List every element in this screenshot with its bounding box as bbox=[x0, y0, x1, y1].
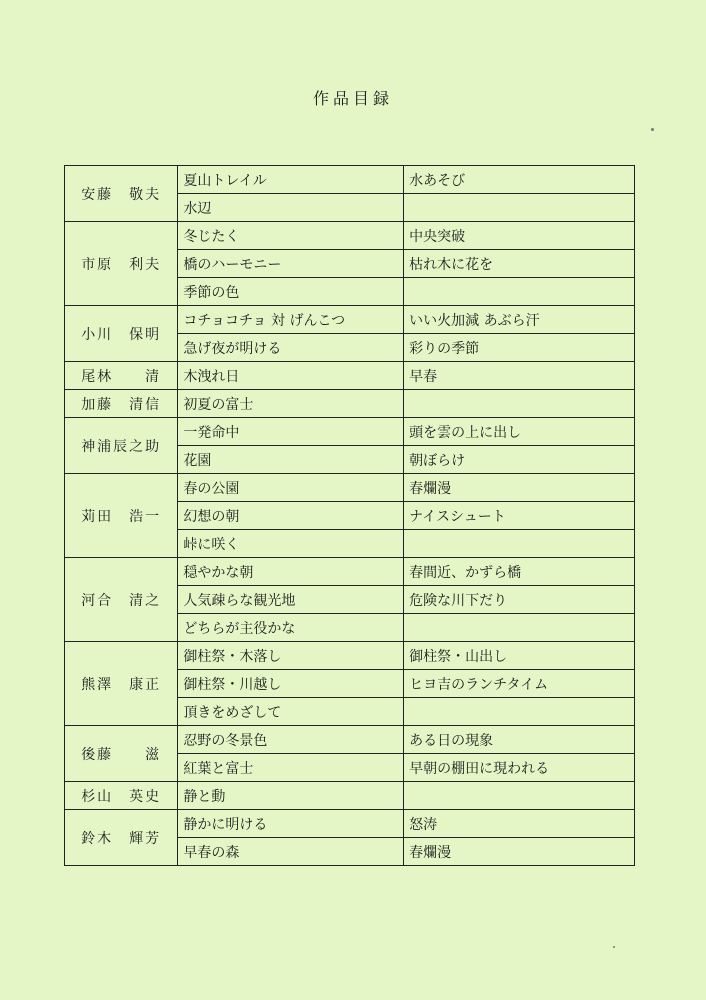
work-title: 水辺 bbox=[178, 194, 404, 222]
work-title: 静かに明ける bbox=[178, 810, 404, 838]
artist-name: 安藤 敬夫 bbox=[65, 166, 178, 222]
work-title: ヒヨ吉のランチタイム bbox=[404, 670, 635, 698]
artist-name: 市原 利夫 bbox=[65, 222, 178, 306]
work-title bbox=[404, 390, 635, 418]
table-row bbox=[65, 222, 635, 250]
page-title: 作品目録 bbox=[312, 89, 393, 108]
work-title: 穏やかな朝 bbox=[178, 558, 404, 586]
artist-name: 後藤 滋 bbox=[65, 726, 178, 782]
artist-name: 熊澤 康正 bbox=[65, 642, 178, 726]
work-title: 朝ぼらけ bbox=[404, 446, 635, 474]
table-row bbox=[65, 474, 635, 502]
table-row bbox=[65, 782, 635, 810]
work-title: 早朝の棚田に現われる bbox=[404, 754, 635, 782]
work-title bbox=[404, 194, 635, 222]
table-row bbox=[65, 390, 635, 418]
table-row bbox=[65, 726, 635, 754]
work-title: 枯れ木に花を bbox=[404, 250, 635, 278]
work-title bbox=[404, 698, 635, 726]
work-title: 夏山トレイル bbox=[178, 166, 404, 194]
work-title: 初夏の富士 bbox=[178, 390, 404, 418]
table-row bbox=[65, 810, 635, 838]
work-title: 木洩れ日 bbox=[178, 362, 404, 390]
artist-name: 河合 清之 bbox=[65, 558, 178, 642]
work-title: 中央突破 bbox=[404, 222, 635, 250]
work-title: 急げ夜が明ける bbox=[178, 334, 404, 362]
artist-name: 鈴木 輝芳 bbox=[65, 810, 178, 866]
work-title: どちらが主役かな bbox=[178, 614, 404, 642]
work-title: いい火加減 あぶら汗 bbox=[404, 306, 635, 334]
work-title: 彩りの季節 bbox=[404, 334, 635, 362]
table-row bbox=[65, 362, 635, 390]
work-title: 人気疎らな観光地 bbox=[178, 586, 404, 614]
artist-name: 尾林 清 bbox=[65, 362, 178, 390]
paper-speck bbox=[613, 946, 615, 948]
work-title bbox=[404, 614, 635, 642]
work-title: 忍野の冬景色 bbox=[178, 726, 404, 754]
works-table bbox=[64, 165, 635, 866]
works-table-body bbox=[65, 166, 635, 866]
work-title: ナイスシュート bbox=[404, 502, 635, 530]
work-title: 春の公園 bbox=[178, 474, 404, 502]
table-row bbox=[65, 642, 635, 670]
work-title: 春間近、かずら橋 bbox=[404, 558, 635, 586]
table-row bbox=[65, 558, 635, 586]
work-title: 一発命中 bbox=[178, 418, 404, 446]
work-title: 峠に咲く bbox=[178, 530, 404, 558]
work-title: 怒涛 bbox=[404, 810, 635, 838]
work-title: 早春 bbox=[404, 362, 635, 390]
artist-name: 杉山 英史 bbox=[65, 782, 178, 810]
work-title: 静と動 bbox=[178, 782, 404, 810]
work-title: ある日の現象 bbox=[404, 726, 635, 754]
work-title: 季節の色 bbox=[178, 278, 404, 306]
work-title: 水あそび bbox=[404, 166, 635, 194]
work-title: 頂きをめざして bbox=[178, 698, 404, 726]
table-row bbox=[65, 166, 635, 194]
work-title: コチョコチョ 対 げんこつ bbox=[178, 306, 404, 334]
work-title bbox=[404, 782, 635, 810]
work-title: 冬じたく bbox=[178, 222, 404, 250]
work-title: 春爛漫 bbox=[404, 838, 635, 866]
work-title: 危険な川下だり bbox=[404, 586, 635, 614]
artist-name: 苅田 浩一 bbox=[65, 474, 178, 558]
work-title bbox=[404, 530, 635, 558]
work-title: 御柱祭・木落し bbox=[178, 642, 404, 670]
work-title: 御柱祭・山出し bbox=[404, 642, 635, 670]
paper-speck bbox=[651, 128, 654, 131]
table-row bbox=[65, 306, 635, 334]
work-title: 頭を雲の上に出し bbox=[404, 418, 635, 446]
work-title: 花園 bbox=[178, 446, 404, 474]
work-title: 早春の森 bbox=[178, 838, 404, 866]
artist-name: 神浦辰之助 bbox=[65, 418, 178, 474]
artist-name: 小川 保明 bbox=[65, 306, 178, 362]
work-title: 橋のハーモニー bbox=[178, 250, 404, 278]
work-title: 春爛漫 bbox=[404, 474, 635, 502]
work-title bbox=[404, 278, 635, 306]
work-title: 紅葉と富士 bbox=[178, 754, 404, 782]
work-title: 御柱祭・川越し bbox=[178, 670, 404, 698]
work-title: 幻想の朝 bbox=[178, 502, 404, 530]
table-row bbox=[65, 418, 635, 446]
artist-name: 加藤 清信 bbox=[65, 390, 178, 418]
